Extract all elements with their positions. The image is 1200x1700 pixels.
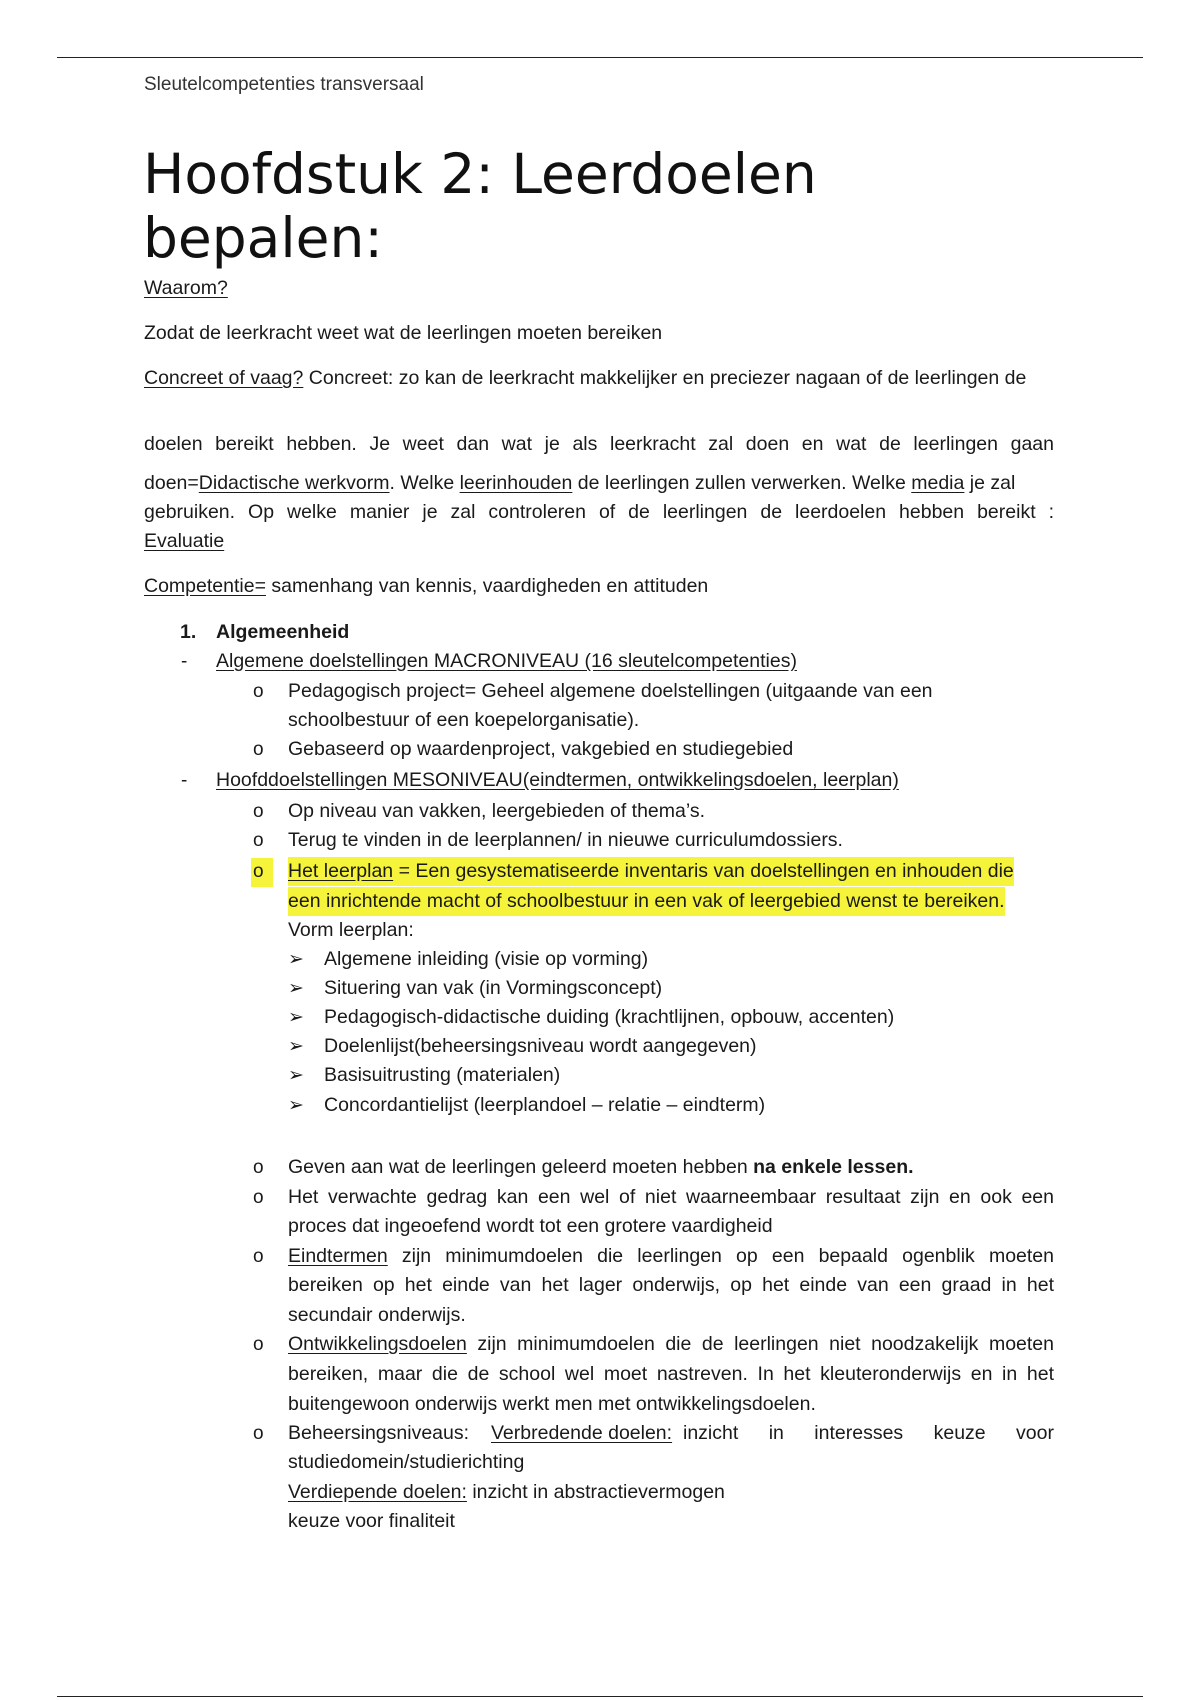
arrow-bullet-icon: ➢ bbox=[288, 1036, 304, 1057]
list-item: Terug te vinden in de leerplannen/ in nieuwe curriculumdossiers. bbox=[288, 829, 843, 851]
dash-marker: - bbox=[181, 770, 188, 791]
finaliteit-line: keuze voor finaliteit bbox=[288, 1510, 455, 1532]
circle-marker: o bbox=[253, 861, 264, 882]
welke2: de leerlingen zullen verwerken. Welke bbox=[572, 472, 912, 494]
vorm-leerplan: Vorm leerplan: bbox=[288, 919, 414, 941]
list-item: Basisuitrusting (materialen) bbox=[324, 1064, 561, 1086]
eindtermen-line1 bbox=[288, 1242, 1054, 1271]
doen-eq: doen= bbox=[144, 472, 199, 494]
section-title: Algemeenheid bbox=[216, 621, 350, 643]
concreet-paragraph bbox=[144, 364, 1026, 393]
arrow-bullet-icon: ➢ bbox=[288, 949, 304, 970]
competentie-paragraph bbox=[144, 572, 708, 601]
list-item: Concordantielijst (leerplandoel – relatie – eindterm) bbox=[324, 1094, 766, 1116]
circle-marker: o bbox=[253, 1187, 264, 1208]
doelen-line: doelen bereikt hebben. Je weet dan wat je als leerkracht zal doen en wat de leerlingen gaan bbox=[144, 433, 1054, 455]
concreet-text: Concreet: zo kan de leerkracht makkelijker en preciezer nagaan of de leerlingen de bbox=[303, 367, 1027, 389]
list-item: Algemene inleiding (visie op vorming) bbox=[324, 948, 649, 970]
list-item: Pedagogisch project= Geheel algemene doelstellingen (uitgaande van een bbox=[288, 680, 933, 702]
ontwikkelingsdoelen-line2: bereiken, maar die de school wel moet nastreven. In het kleuteronderwijs en in het bbox=[288, 1363, 1054, 1385]
ontwikkelingsdoelen-line3: buitengewoon onderwijs werkt men met ontwikkelingsdoelen. bbox=[288, 1393, 816, 1415]
macro-heading: Algemene doelstellingen MACRONIVEAU (16 sleutelcompetenties) bbox=[216, 650, 797, 672]
leerplan-text1: = Een gesystematiseerde inventaris van doelstellingen en inhouden die bbox=[393, 860, 1014, 882]
leerplan-label: Het leerplan bbox=[288, 860, 394, 882]
header-rule bbox=[57, 57, 1143, 58]
waarom-heading: Waarom? bbox=[144, 277, 228, 299]
ontwikkelingsdoelen-text1: zijn minimumdoelen die de leerlingen niet noodzakelijk moeten bbox=[466, 1333, 1054, 1355]
evaluatie: Evaluatie bbox=[144, 530, 225, 552]
ontwikkelingsdoelen-label: Ontwikkelingsdoelen bbox=[288, 1333, 467, 1355]
circle-marker: o bbox=[253, 1246, 264, 1267]
arrow-bullet-icon: ➢ bbox=[288, 1095, 304, 1116]
didactische-werkvorm: Didactische werkvorm bbox=[198, 472, 390, 494]
list-item: Op niveau van vakken, leergebieden of thema’s. bbox=[288, 800, 705, 822]
list-item: Pedagogisch-didactische duiding (krachtlijnen, opbouw, accenten) bbox=[324, 1006, 895, 1028]
geven-item bbox=[288, 1153, 914, 1182]
je-zal: je zal bbox=[964, 472, 1016, 494]
eindtermen-label: Eindtermen bbox=[288, 1245, 388, 1267]
arrow-bullet-icon: ➢ bbox=[288, 978, 304, 999]
verdiepende-label: Verdiepende doelen: bbox=[288, 1481, 467, 1503]
verwachte-line2: proces dat ingeoefend wordt tot een grotere vaardigheid bbox=[288, 1215, 773, 1237]
page-title: Hoofdstuk 2: Leerdoelen bepalen: bbox=[143, 142, 817, 270]
circle-marker: o bbox=[253, 830, 264, 851]
verbredende-doelen-text: inzicht in interesses keuze voor bbox=[683, 1422, 1054, 1444]
concreet-label: Concreet of vaag? bbox=[144, 367, 304, 389]
arrow-bullet-icon: ➢ bbox=[288, 1007, 304, 1028]
ontwikkelingsdoelen-line1 bbox=[288, 1330, 1054, 1359]
leerplan-definition-line2: een inrichtende macht of schoolbestuur in een vak of leergebied wenst te bereiken. bbox=[288, 887, 1005, 916]
leerinhouden: leerinhouden bbox=[459, 472, 573, 494]
circle-marker: o bbox=[253, 1423, 264, 1444]
circle-marker: o bbox=[253, 1334, 264, 1355]
verdiepende-text: inzicht in abstractievermogen bbox=[466, 1481, 725, 1503]
verwachte-line1: Het verwachte gedrag kan een wel of niet waarneembaar resultaat zijn en ook een bbox=[288, 1186, 1054, 1208]
circle-marker: o bbox=[253, 739, 264, 760]
zodat-paragraph: Zodat de leerkracht weet wat de leerlingen moeten bereiken bbox=[144, 322, 663, 344]
competentie-label: Competentie= bbox=[144, 575, 266, 597]
eindtermen-line2: bereiken op het einde van het lager onderwijs, op het einde van een graad in het bbox=[288, 1274, 1054, 1296]
media: media bbox=[911, 472, 965, 494]
beheersingsniveaus-label: Beheersingsniveaus: bbox=[288, 1422, 470, 1444]
arrow-bullet-icon: ➢ bbox=[288, 1065, 304, 1086]
footer-rule bbox=[57, 1696, 1143, 1697]
eindtermen-text1: zijn minimumdoelen die leerlingen op een bepaald ogenblik moeten bbox=[387, 1245, 1054, 1267]
list-item: schoolbestuur of een koepelorganisatie). bbox=[288, 709, 640, 731]
verdiepende-doelen-line bbox=[288, 1478, 725, 1507]
list-item: Situering van vak (in Vormingsconcept) bbox=[324, 977, 663, 999]
circle-marker: o bbox=[253, 801, 264, 822]
list-item: Gebaseerd op waardenproject, vakgebied en studiegebied bbox=[288, 738, 794, 760]
studiedomein-line: studiedomein/studierichting bbox=[288, 1451, 525, 1473]
running-header: Sleutelcompetenties transversaal bbox=[144, 74, 424, 95]
gebruiken-line: gebruiken. Op welke manier je zal controleren of de leerlingen de leerdoelen hebben bereikt : bbox=[144, 501, 1054, 523]
circle-marker: o bbox=[253, 681, 264, 702]
circle-marker: o bbox=[253, 1157, 264, 1178]
section-number: 1. bbox=[180, 621, 197, 643]
meso-heading: Hoofddoelstellingen MESONIVEAU(eindtermen, ontwikkelingsdoelen, leerplan) bbox=[216, 769, 899, 791]
doen-line bbox=[144, 469, 1015, 498]
eindtermen-line3: secundair onderwijs. bbox=[288, 1304, 466, 1326]
welke1: . Welke bbox=[389, 472, 460, 494]
leerplan-definition-line1 bbox=[288, 857, 1014, 886]
geven-bold: na enkele lessen. bbox=[753, 1156, 914, 1178]
list-item: Doelenlijst(beheersingsniveau wordt aangegeven) bbox=[324, 1035, 757, 1057]
geven-text: Geven aan wat de leerlingen geleerd moeten hebben bbox=[288, 1156, 754, 1178]
competentie-text: samenhang van kennis, vaardigheden en attituden bbox=[265, 575, 709, 597]
verbredende-doelen-label bbox=[491, 1419, 672, 1448]
verbredende-label: Verbredende doelen: bbox=[491, 1422, 673, 1444]
dash-marker: - bbox=[181, 651, 188, 672]
